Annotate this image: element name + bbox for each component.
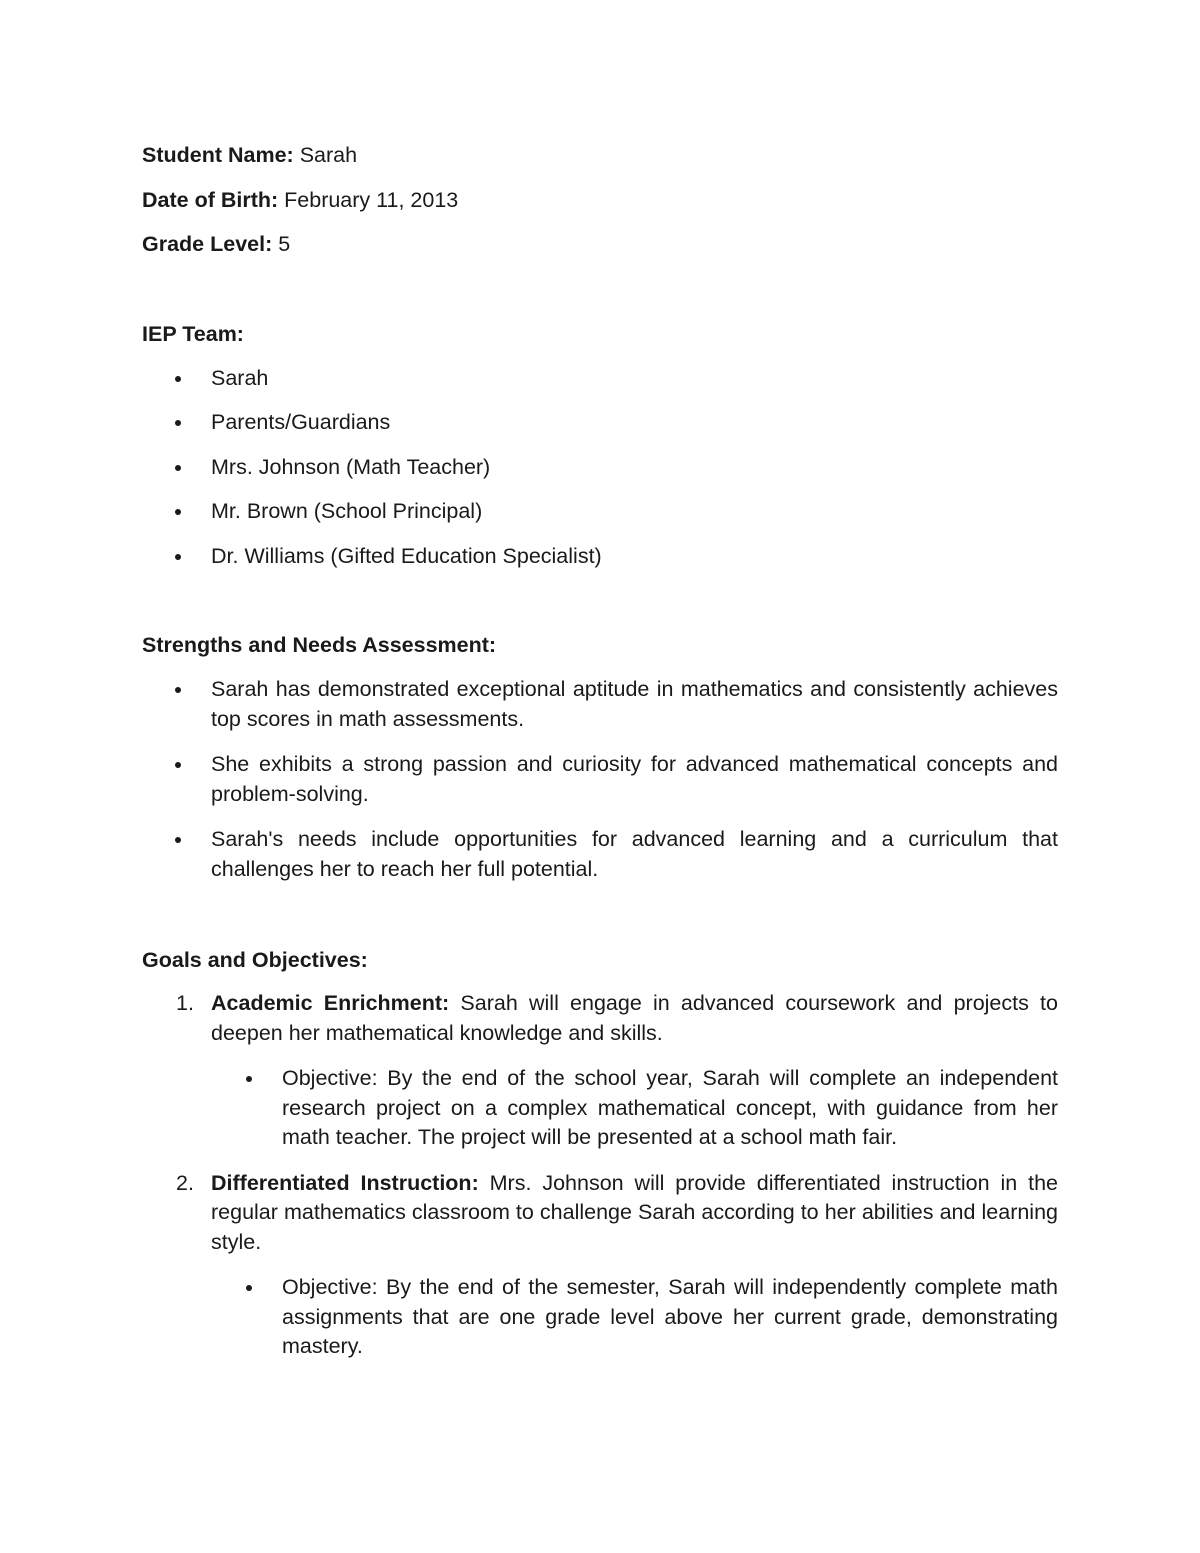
strengths-list: [142, 675, 1058, 884]
student-name-field: [142, 140, 1058, 170]
goals-heading: Goals and Objectives:: [142, 948, 368, 972]
grade-level-value: 5: [272, 232, 291, 256]
list-item: Sarah has demonstrated exceptional aptitude in mathematics and consistently achieves top scores in math assessments.: [142, 675, 1058, 734]
goal-text: Mrs. Johnson will provide differentiated instruction in the regular mathematics classroom to challenge Sarah according to her abilities and learning style.: [211, 1170, 1058, 1254]
bullet-icon: [175, 376, 181, 382]
goal-number: 1.: [176, 991, 194, 1015]
list-item: Sarah: [142, 364, 1058, 394]
objective-item: Objective: By the end of the semester, Sarah will independently complete math assignments that are one grade level above her current grade, demonstrating mastery.: [142, 1273, 1058, 1362]
bullet-icon: [246, 1076, 252, 1082]
goal-title: Academic Enrichment:: [211, 991, 450, 1015]
student-name-label: Student Name:: [142, 143, 294, 167]
objective-item: Objective: By the end of the school year, Sarah will complete an independent research project on a complex mathematical concept, with guidance from her math teacher. The project will be presented at a school math fair.: [142, 1064, 1058, 1153]
goal-number: 2.: [176, 1170, 194, 1195]
list-item: Dr. Williams (Gifted Education Specialist): [142, 542, 1058, 572]
goal-item: [142, 1169, 1058, 1258]
bullet-icon: [175, 762, 181, 768]
document-page: [142, 140, 1058, 1362]
grade-level-field: [142, 229, 1058, 259]
dob-value: February 11, 2013: [278, 187, 459, 212]
strengths-heading: Strengths and Needs Assessment:: [142, 633, 497, 657]
grade-level-label: Grade Level:: [142, 232, 273, 256]
bullet-icon: [175, 554, 181, 560]
bullet-icon: [175, 420, 181, 426]
goal-text: Sarah will engage in advanced coursework and projects to deepen her mathematical knowledge and skills.: [211, 991, 1058, 1045]
dob-label: Date of Birth:: [142, 187, 279, 212]
list-item: Mr. Brown (School Principal): [142, 497, 1058, 527]
list-item: Parents/Guardians: [142, 408, 1058, 438]
list-item: She exhibits a strong passion and curiosity for advanced mathematical concepts and problem-solving.: [142, 750, 1058, 809]
bullet-icon: [175, 509, 181, 515]
bullet-icon: [175, 687, 181, 693]
goal-title: Differentiated Instruction:: [211, 1170, 479, 1195]
bullet-icon: [175, 465, 181, 471]
iep-team-heading: IEP Team:: [142, 321, 244, 346]
list-item: Mrs. Johnson (Math Teacher): [142, 453, 1058, 483]
bullet-icon: [175, 837, 181, 843]
iep-team-list: [142, 364, 1058, 572]
dob-field: [142, 185, 1058, 215]
goals-list: [142, 989, 1058, 1362]
bullet-icon: [246, 1285, 252, 1291]
goal-item: [142, 989, 1058, 1048]
list-item: Sarah's needs include opportunities for advanced learning and a curriculum that challenges her to reach her full potential.: [142, 825, 1058, 884]
student-name-value: Sarah: [293, 143, 358, 167]
